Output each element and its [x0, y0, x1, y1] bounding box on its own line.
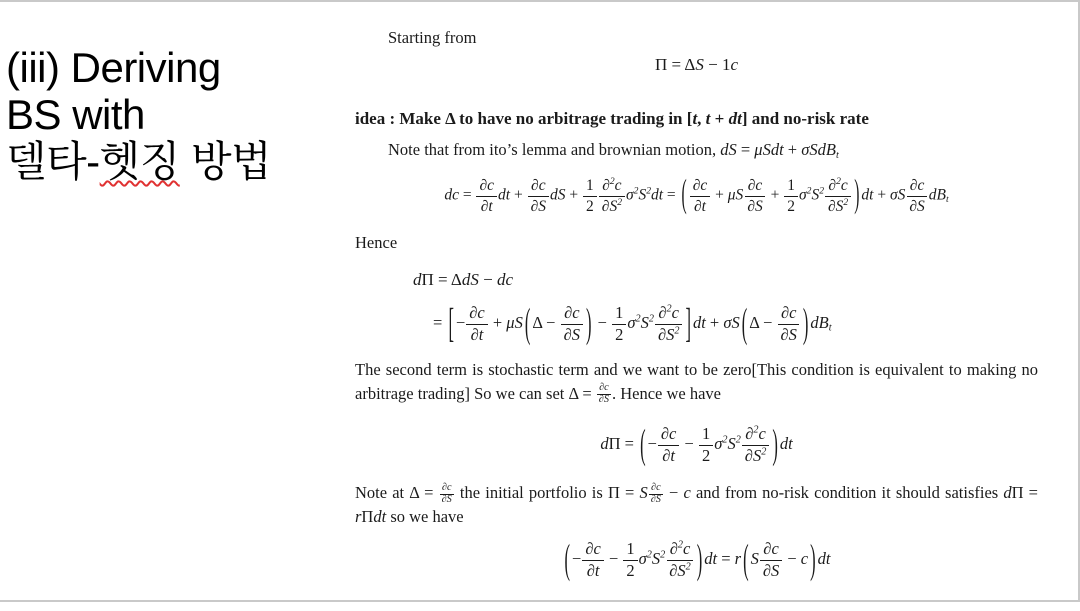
- title-line-1: (iii) Deriving: [6, 44, 221, 91]
- hence-text: Hence: [355, 233, 398, 252]
- title-line-2: BS with: [6, 91, 145, 138]
- eq-differential-dc: dc = $\frac{\partial c}{\partial t}$ dt + $\frac{\partial c}{\partial S}$ dS + $\frac{1}{2}$ $\frac{\partial^2c}{\partial S^2}$ $\sigma^2S^2dt$ = ( $\frac{\partial c}{\partial t}$ + μS $\frac{\partial c}{\partial S}$ + $\frac{1}{2}$ $\sigma^2S^2$ $\frac{\partial^2c}{\partial S^2}$ ) dt + σS $\frac{\partial c}{\partial S}$ dBt: [444, 173, 949, 216]
- slide-title[interactable]: [6, 44, 271, 185]
- no-risk-paragraph: Note at Δ = $\frac{\partial c}{\partial S}$ the initial portfolio is Π = S $\frac{\partial c}{\partial S}$ − c and from no-risk condition it should satisfies dΠ = rΠdt so we have: [355, 481, 1038, 527]
- starting-from-text: Starting from: [388, 28, 477, 47]
- eq-dpi-simplified: dΠ = ( − $\frac{\partial c}{\partial t}$ − $\frac{1}{2}$ $\sigma^2S^2$ $\frac{\partial^2c}{\partial S^2}$ ) dt: [600, 420, 793, 468]
- eq-black-scholes: ( − $\frac{\partial c}{\partial t}$ − $\frac{1}{2}$ $\sigma^2S^2$ $\frac{\partial^2c}{\partial S^2}$ ) dt = r ( S $\frac{\partial c}{\partial S}$ − c ) dt: [564, 535, 831, 583]
- title-line-3: 델타-헷징 방법: [6, 138, 272, 185]
- math-document: [355, 0, 1038, 611]
- stochastic-term-paragraph: The second term is stochastic term and we want to be zero[This condition is equivalent to making no arbitrage trading] So we can set Δ = $\frac{\partial c}{\partial S}$ . Hence we have: [355, 360, 1038, 406]
- ito-lemma-note: Note that from ito’s lemma and brownian motion, dS = μSdt + σSdBt: [388, 140, 839, 161]
- eq-dpi-line1: dΠ = ΔdS − dc: [413, 270, 513, 289]
- eq-portfolio: Π = ΔS − 1c: [655, 55, 738, 74]
- idea-statement: idea : Make Δ to have no arbitrage trading in [t, t + dt] and no-risk rate: [355, 109, 869, 128]
- eq-dpi-line2: = [ − $\frac{\partial c}{\partial t}$ + μS ( Δ − $\frac{\partial c}{\partial S}$ ) − $\frac{1}{2}$ $\sigma^2S^2$ $\frac{\partial^2c}{\partial S^2}$ ] dt + σS ( Δ − $\frac{\partial c}{\partial S}$ ) dBt: [433, 299, 832, 347]
